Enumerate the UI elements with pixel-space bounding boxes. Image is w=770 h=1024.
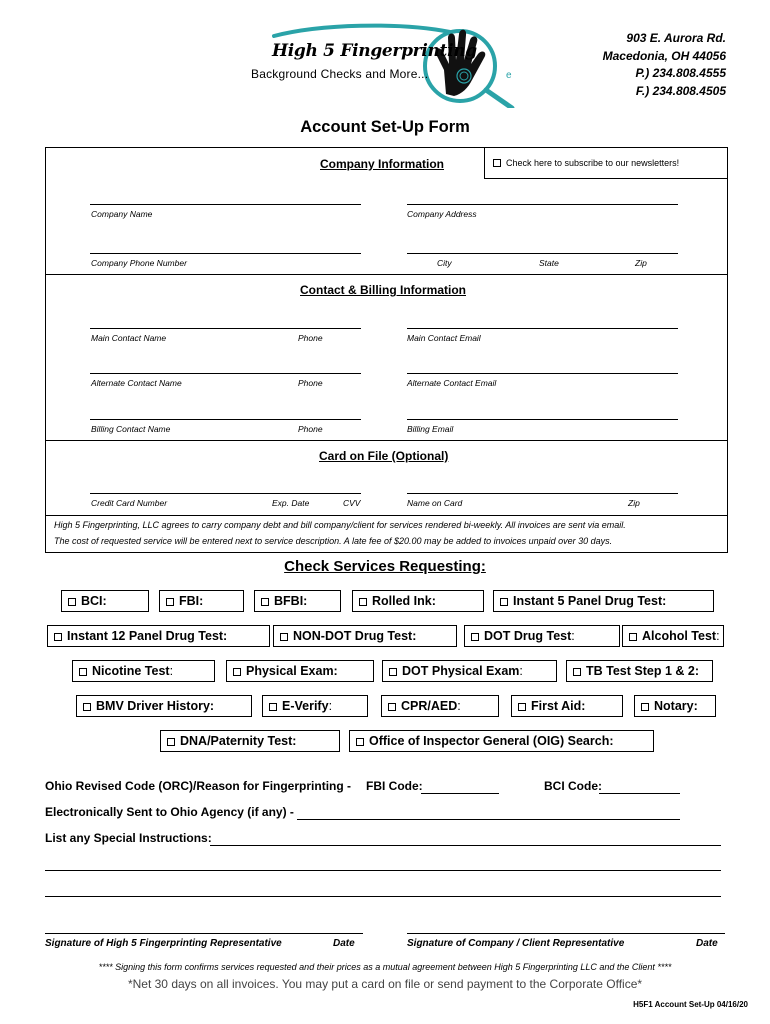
- billing-contact-name-label: Billing Contact Name: [91, 424, 171, 434]
- service-label-tail: :: [519, 664, 523, 678]
- service-fbi[interactable]: [159, 590, 244, 612]
- service-label: BFBI:: [274, 594, 308, 608]
- city-label: City: [437, 258, 452, 268]
- service-physical-exam[interactable]: [226, 660, 374, 682]
- service-label: First Aid:: [531, 699, 586, 713]
- name-on-card-field[interactable]: [407, 493, 678, 494]
- company-name-label: Company Name: [91, 209, 153, 219]
- service-label-tail: :: [571, 629, 575, 643]
- service-dna-paternity[interactable]: [160, 730, 340, 752]
- service-label: DOT Drug Test: [484, 629, 572, 643]
- billing-contact-phone-label: Phone: [298, 424, 323, 434]
- client-signature-field[interactable]: [407, 933, 725, 934]
- rep-signature-field[interactable]: [45, 933, 363, 934]
- service-label: FBI:: [179, 594, 204, 608]
- checkbox-icon[interactable]: [359, 598, 367, 606]
- service-e-verify[interactable]: [262, 695, 368, 717]
- company-phone-field[interactable]: [90, 253, 361, 254]
- checkbox-icon[interactable]: [629, 633, 637, 641]
- agreement-line: The cost of requested service will be entered next to service description. A late fee of $20.00 may be added to invoices unpaid over 30 days.: [54, 536, 613, 546]
- service-nicotine-test[interactable]: [72, 660, 215, 682]
- ohio-agency-label: Electronically Sent to Ohio Agency (if any) -: [45, 805, 294, 819]
- service-label: Rolled Ink:: [372, 594, 436, 608]
- checkbox-icon[interactable]: [233, 668, 241, 676]
- service-label-tail: :: [716, 629, 720, 643]
- special-instructions-line[interactable]: [45, 870, 721, 871]
- company-phone-label: Company Phone Number: [91, 258, 187, 268]
- alternate-contact-email-field[interactable]: [407, 373, 678, 374]
- main-contact-email-label: Main Contact Email: [407, 333, 481, 343]
- cvv-label: CVV: [343, 498, 361, 508]
- billing-email-label: Billing Email: [407, 424, 454, 434]
- service-label: DOT Physical Exam: [402, 664, 520, 678]
- checkbox-icon[interactable]: [493, 159, 501, 167]
- special-instructions-label: List any Special Instructions:: [45, 831, 212, 845]
- logo-title: High 5 Fingerprinting: [272, 41, 477, 61]
- service-label-tail: :: [169, 664, 174, 678]
- alternate-contact-phone-label: Phone: [298, 378, 323, 388]
- service-label: Instant 12 Panel Drug Test:: [67, 629, 228, 643]
- service-label: NON-DOT Drug Test:: [293, 629, 417, 643]
- service-dot-drug-test[interactable]: [464, 625, 620, 647]
- client-signature-label: Signature of Company / Client Representative: [407, 938, 625, 949]
- address-line: 903 E. Aurora Rd.: [626, 31, 726, 45]
- state-label: State: [539, 258, 559, 268]
- section-divider: [46, 515, 727, 516]
- section-divider: [46, 440, 727, 441]
- card-zip-label: Zip: [628, 498, 640, 508]
- fax-line: F.) 234.808.4505: [635, 83, 726, 98]
- service-bmv-driver-history[interactable]: [76, 695, 252, 717]
- service-notary[interactable]: [634, 695, 716, 717]
- billing-email-field[interactable]: [407, 419, 678, 420]
- main-contact-phone-label: Phone: [298, 333, 323, 343]
- checkbox-icon[interactable]: [500, 598, 508, 606]
- service-label-tail: :: [328, 699, 333, 713]
- checkbox-icon[interactable]: [269, 703, 277, 711]
- orc-label: Ohio Revised Code (ORC)/Reason for Fingerprinting -: [45, 779, 352, 793]
- service-label: Instant 5 Panel Drug Test:: [513, 594, 667, 608]
- net-30-note: *Net 30 days on all invoices. You may put a card on file or send payment to the Corporate Office*: [127, 977, 643, 991]
- checkbox-icon[interactable]: [166, 598, 174, 606]
- service-dot-physical-exam[interactable]: [382, 660, 557, 682]
- company-address-block: [603, 30, 726, 100]
- services-title: Check Services Requesting:: [284, 558, 486, 575]
- client-date-label: Date: [696, 938, 718, 949]
- card-on-file-title: Card on File (Optional): [319, 449, 449, 463]
- checkbox-icon[interactable]: [518, 703, 526, 711]
- service-label-tail: :: [457, 699, 461, 713]
- service-bfbi[interactable]: [254, 590, 341, 612]
- agreement-line: High 5 Fingerprinting, LLC agrees to carry company debt and bill company/client for services rendered bi-weekly. All invoices are sent via email.: [54, 520, 626, 530]
- checkbox-icon[interactable]: [356, 738, 364, 746]
- main-contact-email-field[interactable]: [407, 328, 678, 329]
- alternate-contact-name-label: Alternate Contact Name: [91, 378, 182, 388]
- address-line: Macedonia, OH 44056: [602, 48, 726, 63]
- special-instructions-field[interactable]: [210, 845, 721, 846]
- special-instructions-line[interactable]: [45, 896, 721, 897]
- checkbox-icon[interactable]: [641, 703, 649, 711]
- newsletter-box[interactable]: [484, 147, 728, 179]
- hand-fingerprint-logo-icon: [250, 18, 540, 108]
- service-instant-12-panel[interactable]: [47, 625, 270, 647]
- service-label: TB Test Step 1 & 2:: [586, 664, 699, 678]
- contact-billing-title: Contact & Billing Information: [300, 283, 466, 297]
- checkbox-icon[interactable]: [261, 598, 269, 606]
- city-state-zip-field[interactable]: [407, 253, 678, 254]
- form-id: H5F1 Account Set-Up 04/16/20: [633, 1000, 748, 1009]
- checkbox-icon[interactable]: [280, 633, 288, 641]
- alternate-contact-name-field[interactable]: [90, 373, 361, 374]
- main-contact-name-field[interactable]: [90, 328, 361, 329]
- checkbox-icon[interactable]: [389, 668, 397, 676]
- service-bci[interactable]: [61, 590, 149, 612]
- service-label: Physical Exam:: [246, 664, 338, 678]
- form-title: Account Set-Up Form: [300, 118, 470, 136]
- service-label: BCI:: [81, 594, 107, 608]
- service-label: E-Verify: [282, 699, 329, 713]
- service-label: DNA/Paternity Test:: [180, 734, 297, 748]
- service-alcohol-test[interactable]: [622, 625, 724, 647]
- checkbox-icon[interactable]: [573, 668, 581, 676]
- checkbox-icon[interactable]: [471, 633, 479, 641]
- billing-contact-name-field[interactable]: [90, 419, 361, 420]
- exp-date-label: Exp. Date: [272, 498, 310, 508]
- service-label: Notary:: [654, 699, 698, 713]
- bci-code-label: BCI Code:: [544, 779, 602, 793]
- service-cpr-aed[interactable]: [381, 695, 499, 717]
- service-label: Alcohol Test: [642, 629, 717, 643]
- checkbox-icon[interactable]: [83, 703, 91, 711]
- checkbox-icon[interactable]: [167, 738, 175, 746]
- fbi-code-label: FBI Code:: [366, 779, 423, 793]
- svg-text:e: e: [506, 70, 512, 81]
- company-info-title: Company Information: [320, 157, 445, 171]
- main-contact-name-label: Main Contact Name: [91, 333, 167, 343]
- service-label: Office of Inspector General (OIG) Search:: [369, 734, 614, 748]
- company-name-field[interactable]: [90, 204, 361, 205]
- ohio-agency-field[interactable]: [297, 819, 680, 820]
- service-label: CPR/AED: [401, 699, 458, 713]
- checkbox-icon[interactable]: [68, 598, 76, 606]
- service-oig-search[interactable]: [349, 730, 654, 752]
- rep-date-label: Date: [333, 938, 355, 949]
- service-tb-test[interactable]: [566, 660, 713, 682]
- credit-card-number-label: Credit Card Number: [91, 498, 168, 508]
- service-label: BMV Driver History:: [96, 699, 215, 713]
- service-rolled-ink[interactable]: [352, 590, 484, 612]
- service-instant-5-panel[interactable]: [493, 590, 714, 612]
- checkbox-icon[interactable]: [388, 703, 396, 711]
- company-address-field[interactable]: [407, 204, 678, 205]
- phone-line: P.) 234.808.4555: [635, 66, 726, 80]
- name-on-card-label: Name on Card: [407, 498, 463, 508]
- rep-signature-label: Signature of High 5 Fingerprinting Representative: [45, 938, 282, 949]
- newsletter-option[interactable]: [493, 158, 679, 168]
- bci-code-field[interactable]: [599, 793, 680, 794]
- account-info-box: [45, 147, 728, 553]
- checkbox-icon[interactable]: [54, 633, 62, 641]
- service-non-dot-drug-test[interactable]: [273, 625, 457, 647]
- logo: [250, 18, 540, 108]
- service-label: Nicotine Test: [92, 664, 170, 678]
- alternate-contact-email-label: Alternate Contact Email: [407, 378, 497, 388]
- company-address-label: Company Address: [407, 209, 477, 219]
- service-first-aid[interactable]: [511, 695, 623, 717]
- credit-card-field[interactable]: [90, 493, 361, 494]
- fbi-code-field[interactable]: [421, 793, 499, 794]
- agreement-footer-note: **** Signing this form confirms services requested and their prices as a mutual agreement between High 5 Fingerprinting LLC and the Client ****: [98, 962, 672, 972]
- checkbox-icon[interactable]: [79, 668, 87, 676]
- zip-label: Zip: [635, 258, 647, 268]
- logo-subtitle: Background Checks and More...: [251, 67, 429, 81]
- newsletter-label: Check here to subscribe to our newsletters!: [506, 158, 680, 168]
- section-divider: [46, 274, 727, 275]
